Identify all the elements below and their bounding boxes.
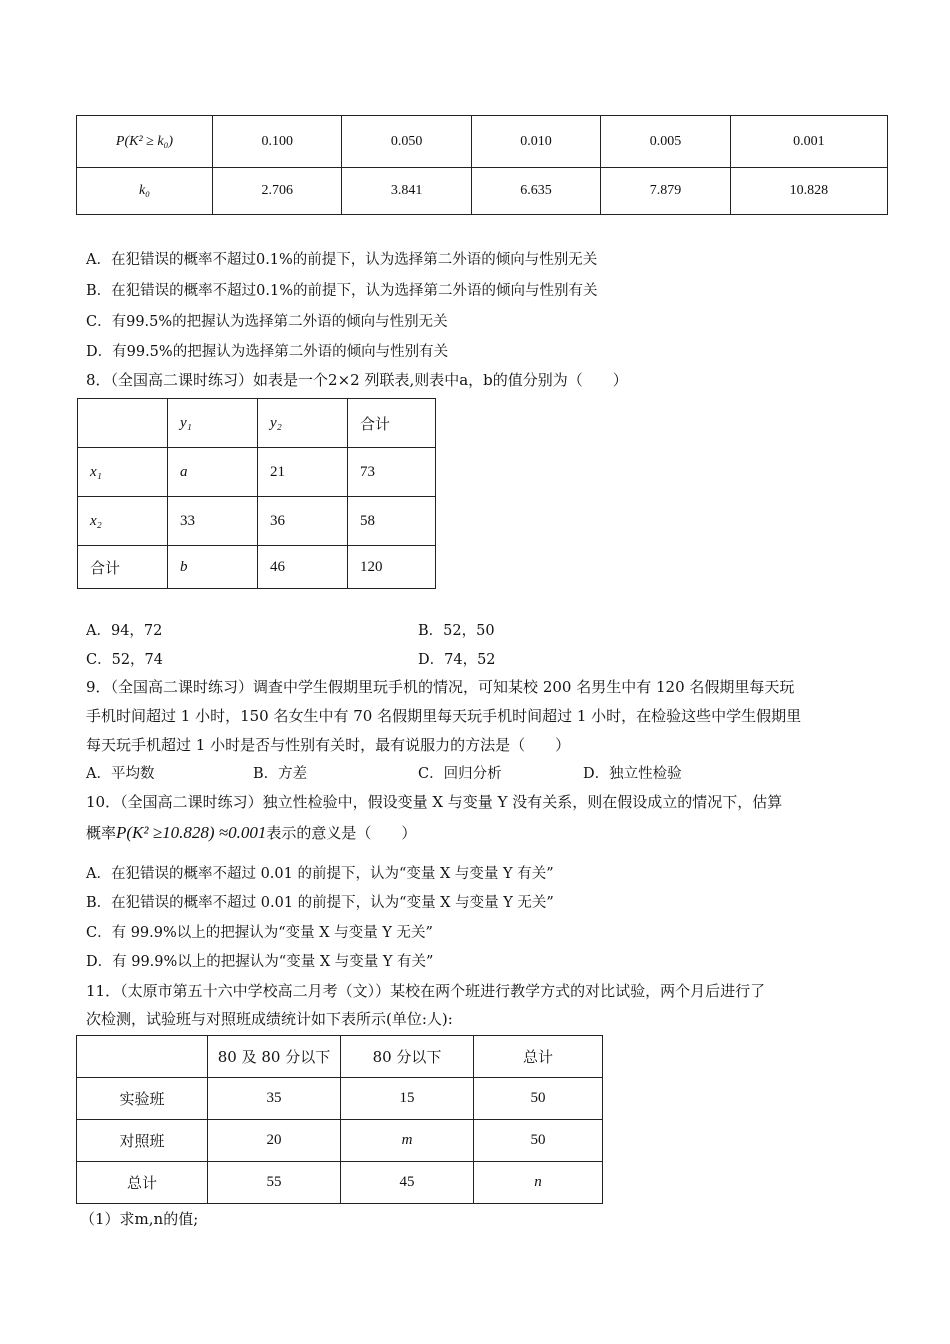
q10-formula: P(K² ≥10.828) ≈0.001 [116, 823, 267, 842]
q9-option-c: C．回归分析 [418, 766, 502, 782]
q7-option-b: B．在犯错误的概率不超过0.1%的前提下，认为选择第二外语的倾向与性别有关 [86, 283, 598, 299]
q7-option-a: A．在犯错误的概率不超过0.1%的前提下，认为选择第二外语的倾向与性别无关 [86, 252, 598, 268]
k-header-cell [77, 168, 213, 215]
q9-line-2: 手机时间超过 1 小时，150 名女生中有 70 名假期里每天玩手机时间超过 1 小时，在检验这些中学生假期里 [86, 707, 802, 725]
q10-option-b: B．在犯错误的概率不超过 0.01 的前提下，认为“变量 X 与变量 Y 无关” [86, 895, 554, 911]
q8-option-b: B．52，50 [418, 623, 495, 639]
q7-option-d: D．有99.5%的把握认为选择第二外语的倾向与性别有关 [86, 344, 449, 360]
k-value-cell: 3.841 [342, 168, 471, 215]
k-value-cell: 7.879 [601, 168, 730, 215]
q8-option-c: C．52，74 [86, 652, 163, 668]
q8-option-a: A．94，72 [86, 623, 163, 639]
q10-option-d: D．有 99.9%以上的把握认为“变量 X 与变量 Y 有关” [86, 954, 434, 970]
k-header-label: k₀ [138, 183, 151, 198]
p-header-cell [77, 116, 213, 168]
p-value-cell: 0.005 [601, 116, 730, 168]
p-value-cell: 0.100 [213, 116, 342, 168]
p-value-cell: 0.001 [730, 116, 887, 168]
p-value-cell: 0.050 [342, 116, 471, 168]
q10-line-1: 10．（全国高二课时练习）独立性检验中，假设变量 X 与变量 Y 没有关系，则在假设成立的情况下，估算 [86, 793, 783, 811]
k-value-cell: 2.706 [213, 168, 342, 215]
q10-option-c: C．有 99.9%以上的把握认为“变量 X 与变量 Y 无关” [86, 925, 433, 941]
q9-option-d: D．独立性检验 [583, 766, 682, 782]
q9-option-a: A．平均数 [86, 766, 155, 782]
q8-contingency-table: y₁ y₂ 合计 x₁ a 21 73 x₂ 33 36 58 合计 b 46 120 [77, 398, 436, 589]
k-value-cell: 6.635 [471, 168, 600, 215]
q9-line-1: 9．（全国高二课时练习）调查中学生假期里玩手机的情况，可知某校 200 名男生中有 120 名假期里每天玩 [86, 678, 795, 696]
q11-sub-1: （1）求m,n的值; [80, 1210, 199, 1228]
q8-stem: 8．（全国高二课时练习）如表是一个2×2 列联表,则表中a，b的值分别为（ ） [86, 371, 628, 389]
q10-option-a: A．在犯错误的概率不超过 0.01 的前提下，认为“变量 X 与变量 Y 有关” [86, 866, 554, 882]
p-header-label: P(K² ≥ k₀) [115, 133, 174, 149]
k-value-cell: 10.828 [730, 168, 887, 215]
q9-line-3: 每天玩手机超过 1 小时是否与性别有关时，最有说服力的方法是（ ） [86, 736, 571, 754]
q9-option-b: B．方差 [253, 766, 308, 782]
p-value-cell: 0.010 [471, 116, 600, 168]
q10-line-2: 概率P(K² ≥10.828) ≈0.001表示的意义是（ ） [86, 823, 417, 842]
q8-option-d: D．74，52 [418, 652, 496, 668]
q11-line-2: 次检测，试验班与对照班成绩统计如下表所示(单位:人): [86, 1010, 453, 1028]
q11-score-table: 80 及 80 分以下 80 分以下 总计 实验班 35 15 50 对照班 20 m 50 总计 55 45 n [76, 1035, 603, 1204]
q7-option-c: C．有99.5%的把握认为选择第二外语的倾向与性别无关 [86, 314, 448, 330]
critical-value-table [76, 115, 888, 215]
q11-line-1: 11．（太原市第五十六中学校高二月考（文））某校在两个班进行教学方式的对比试验，两个月后进行了 [86, 982, 766, 1000]
